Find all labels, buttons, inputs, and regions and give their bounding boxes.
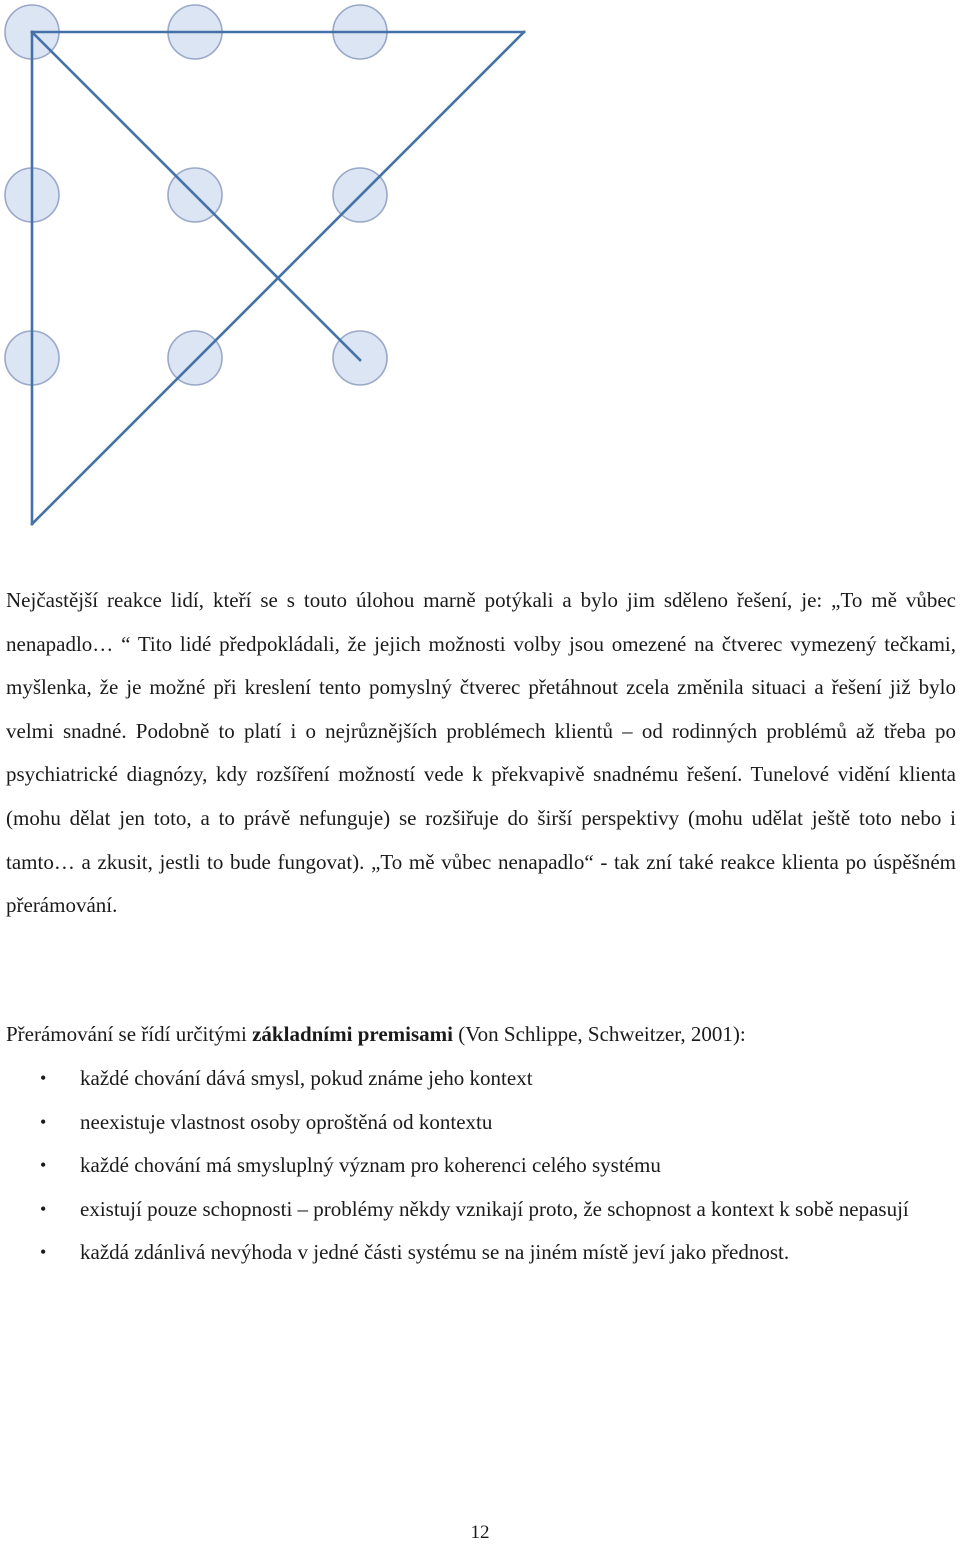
list-item-text: každé chování dává smysl, pokud známe jeho kontext — [80, 1066, 533, 1090]
emphasis-text: základními premisami — [252, 1022, 453, 1046]
paragraph-text: Nejčastější reakce lidí, kteří se s touto úlohou marně potýkali a bylo jim sděleno řešení, je: „To mě vůbec nenapadlo… “ Tito lidé předpokládali, že jejich možnosti volby jsou omezené na čtverec vymezený tečkami, myšlenka, že je možné při kreslení tento pomyslný čtverec přetáhnout zcela změnila situaci a řešení již bylo velmi snadné. Podobně to platí i o nejrůznějších problémech klientů – od rodinných problémů až třeba po psychiatrické diagnózy, kdy rozšíření možností vede k překvapivě snadnému řešení. Tunelové vidění klienta (mohu dělat jen toto, a to právě nefunguje) se rozšiřuje do širší perspektivy (mohu udělat ještě toto nebo i tamto… a zkusit, jestli to bude fungovat). „To mě vůbec nenapadlo“ - tak zní také reakce klienta po úspěšném přerámování. — [6, 588, 956, 918]
solution-line — [32, 32, 360, 360]
bullet-icon: • — [40, 1068, 47, 1088]
dot — [333, 331, 387, 385]
premises-bullet-list — [0, 1057, 956, 1275]
solution-lines — [32, 32, 524, 524]
dot — [168, 331, 222, 385]
bullet-icon: • — [40, 1111, 47, 1132]
nine-dots-puzzle-figure — [0, 0, 560, 540]
list-item-text: existují pouze schopnosti – problémy někdy vznikají proto, že schopnost a kontext k sobě nepasují — [80, 1196, 909, 1221]
list-item — [0, 1057, 956, 1101]
list-item-text: neexistuje vlastnost osoby oproštěná od kontextu — [80, 1109, 493, 1134]
list-item — [0, 1101, 956, 1145]
bullet-icon: • — [40, 1198, 47, 1219]
body-paragraph-premises-intro — [6, 1013, 956, 1057]
list-item-text: každá zdánlivá nevýhoda v jedné části systému se na jiném místě jeví jako přednost. — [80, 1240, 790, 1265]
bullet-icon: • — [40, 1155, 47, 1176]
body-paragraph-reactions — [6, 579, 956, 928]
citation-text: (Von Schlippe, Schweitzer, 2001): — [452, 1022, 746, 1046]
paragraph-text: Přerámování se řídí určitými — [6, 1022, 253, 1046]
bullet-icon: • — [40, 1242, 47, 1263]
page-number: 12 — [470, 1522, 490, 1543]
list-item — [0, 1144, 956, 1188]
list-item — [0, 1231, 956, 1275]
list-item-text: každé chování má smysluplný význam pro koherenci celého systému — [80, 1153, 661, 1178]
list-item — [0, 1188, 956, 1232]
